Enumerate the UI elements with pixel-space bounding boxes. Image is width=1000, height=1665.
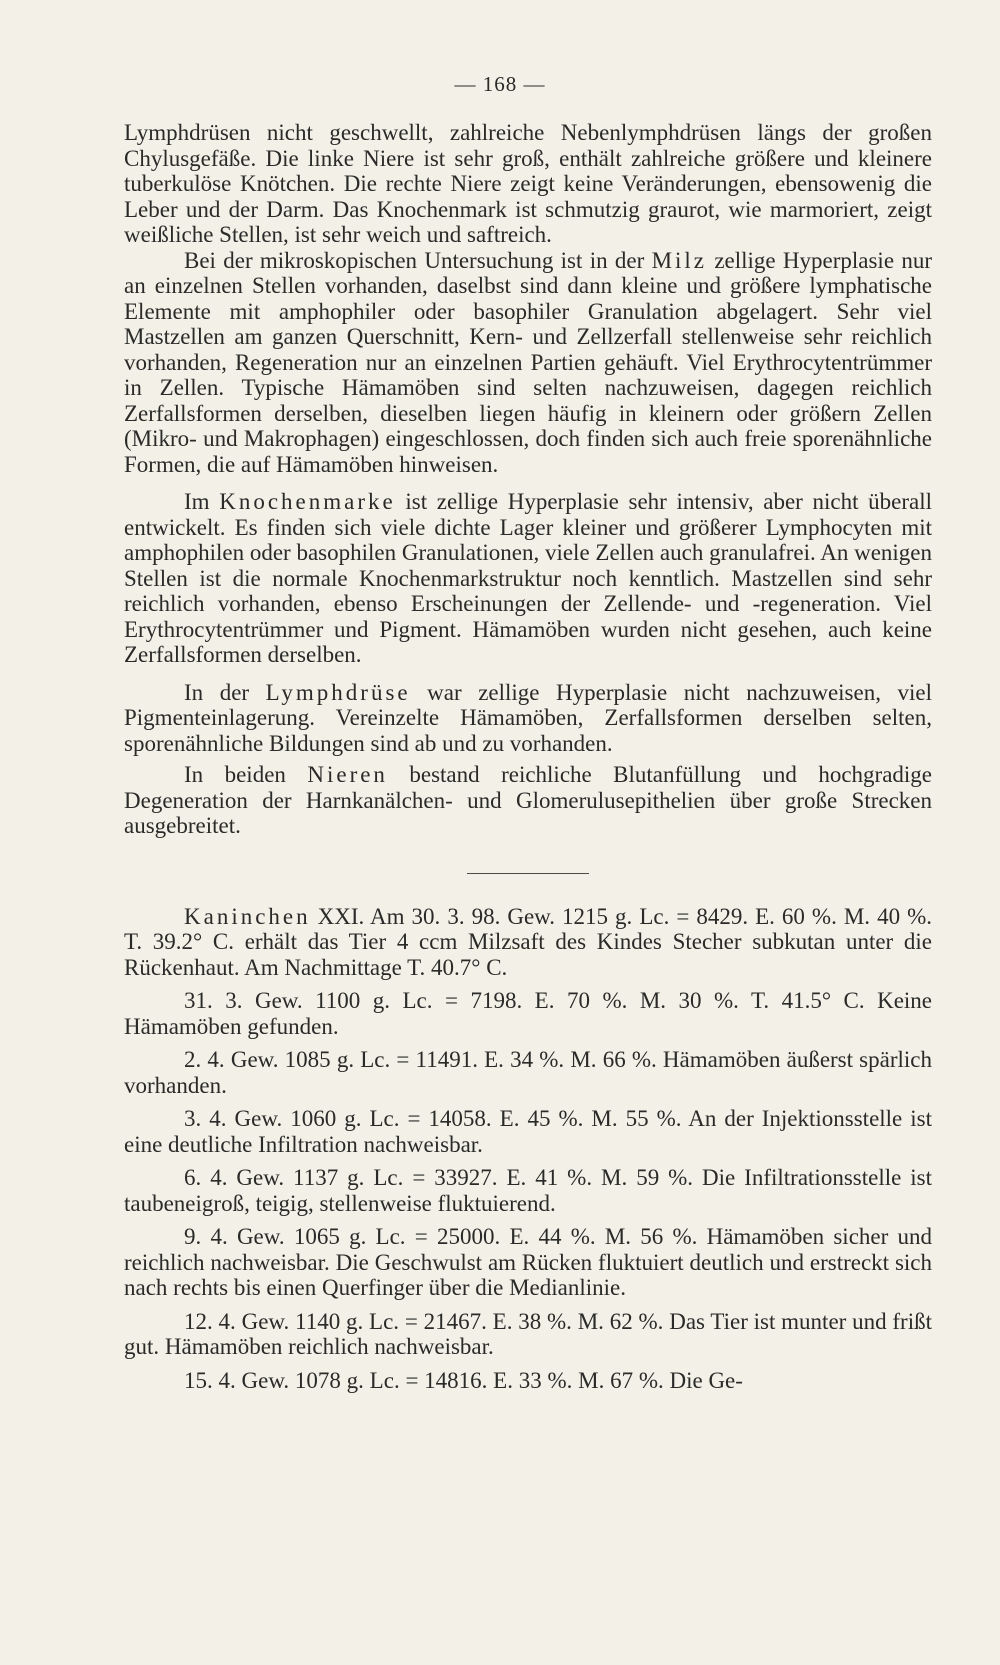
- paragraph-lymph-node: [124, 680, 932, 757]
- paragraph-spleen: [124, 248, 932, 478]
- log-entry: 31. 3. Gew. 1100 g. Lc. = 7198. E. 70 %. M. 30 %. T. 41.5° C. Keine Hämamöben gefunden.: [124, 988, 932, 1039]
- paragraph-text: war zellige Hyperplasie nicht nachzuweisen, viel Pigmenteinlagerung. Vereinzelte Hämamöben, Zerfallsformen derselben selten, sporenähnliche Bildungen sind ab und zu vorhanden.: [124, 679, 933, 756]
- paragraph-autopsy-findings: Lymphdrüsen nicht geschwellt, zahlreiche Nebenlymphdrüsen längs der großen Chylusgefäße. Die linke Niere ist sehr groß, enthält zahlreiche größere und kleinere tuberkulöse Knötchen. Die rechte Niere zeigt keine Veränderungen, ebensowenig die Leber und der Darm. Das Knochenmark ist schmutzig graurot, wie marmoriert, zeigt weißliche Stellen, ist sehr weich und saftreich.: [124, 120, 932, 247]
- paragraph-text: In beiden: [184, 762, 308, 787]
- paragraph-text: Im: [184, 489, 220, 514]
- paragraph-text: XXI. Am 30. 3. 98. Gew. 1215 g. Lc. = 8429. E. 60 %. M. 40 %. T. 39.2° C. erhält das Tier 4 ccm Milzsaft des Kindes Stecher subkutan unter die Rückenhaut. Am Nachmittage T. 40.7° C.: [124, 903, 932, 980]
- paragraph-text: ist zellige Hyperplasie sehr intensiv, aber nicht überall entwickelt. Es finden sich viele dichte Lager kleiner und größerer Lymphocyten mit amphophilen oder basophilen Granulationen, viele Zellen auch granulafrei. An wenigen Stellen ist die normale Knochenmarkstruktur noch kenntlich. Mastzellen sind sehr reichlich vorhanden, ebenso Erscheinungen der Zellende- und -regeneration. Viel Erythrocytentrümmer und Pigment. Hämamöben wurden nicht gesehen, auch keine Zerfallsformen derselben.: [124, 489, 932, 667]
- paragraph-text: Bei der mikroskopischen Untersuchung ist in der: [184, 247, 652, 273]
- log-entry: 2. 4. Gew. 1085 g. Lc. = 11491. E. 34 %. M. 66 %. Hämamöben äußerst spärlich vorhanden.: [124, 1047, 932, 1098]
- paragraph-text: zellige Hyperplasie nur an einzelnen Stellen vorhanden, daselbst sind dann kleine und größere lymphatische Elemente mit amphophiler oder basophiler Granulation abgelagert. Sehr viel Mastzellen am ganzen Querschnitt, Kern- und Zellzerfall stellenweise sehr reichlich vorhanden, Regeneration nur an einzelnen Partien gehäuft. Viel Erythrocytentrümmer in Zellen. Typische Hämamöben sind selten nachzuweisen, dagegen reichlich Zerfallsformen derselben, dieselben liegen häufig in kleinern oder größern Zellen (Mikro- und Makrophagen) eingeschlossen, doch finden sich auch freie sporenähnliche Formen, die auf Hämamöben hinweisen.: [124, 247, 932, 477]
- spaced-term-nieren: Nieren: [307, 762, 388, 787]
- spaced-term-milz: Milz: [651, 247, 708, 273]
- log-entry: 15. 4. Gew. 1078 g. Lc. = 14816. E. 33 %. M. 67 %. Die Ge-: [184, 1367, 743, 1393]
- spaced-term-kaninchen: Kaninchen: [184, 903, 311, 929]
- paragraph-text: In der: [184, 679, 266, 705]
- log-entry: 3. 4. Gew. 1060 g. Lc. = 14058. E. 45 %. M. 55 %. An der Injektionsstelle ist eine deutliche Infiltration nachweisbar.: [124, 1106, 932, 1157]
- log-entry: 9. 4. Gew. 1065 g. Lc. = 25000. E. 44 %. M. 56 %. Hämamöben sicher und reichlich nachweisbar. Die Geschwulst am Rücken fluktuiert deutlich und erstreckt sich nach rechts bis einen Querfinger über die Medianlinie.: [124, 1224, 932, 1300]
- paragraph-rabbit-intro: [124, 904, 932, 981]
- section-divider: [467, 873, 589, 874]
- spaced-term-knochenmarke: Knochenmarke: [219, 489, 396, 514]
- log-entry: 6. 4. Gew. 1137 g. Lc. = 33927. E. 41 %. M. 59 %. Die Infiltrationsstelle ist taubeneigroß, teigig, stellenweise fluktuierend.: [124, 1165, 932, 1216]
- paragraph-bone-marrow: [124, 489, 932, 668]
- paragraph-kidneys: [124, 762, 932, 839]
- spaced-term-lymphdruese: Lymphdrüse: [265, 679, 411, 705]
- log-entry: 12. 4. Gew. 1140 g. Lc. = 21467. E. 38 %. M. 62 %. Das Tier ist munter und frißt gut. Hämamöben reichlich nachweisbar.: [124, 1308, 932, 1359]
- body-text: [124, 120, 932, 1393]
- paragraph-text: bestand reichliche Blutanfüllung und hochgradige Degeneration der Harnkanälchen- und Glomerulusepithelien über große Strecken ausgebreitet.: [124, 762, 933, 838]
- page-number: — 168 —: [454, 72, 546, 96]
